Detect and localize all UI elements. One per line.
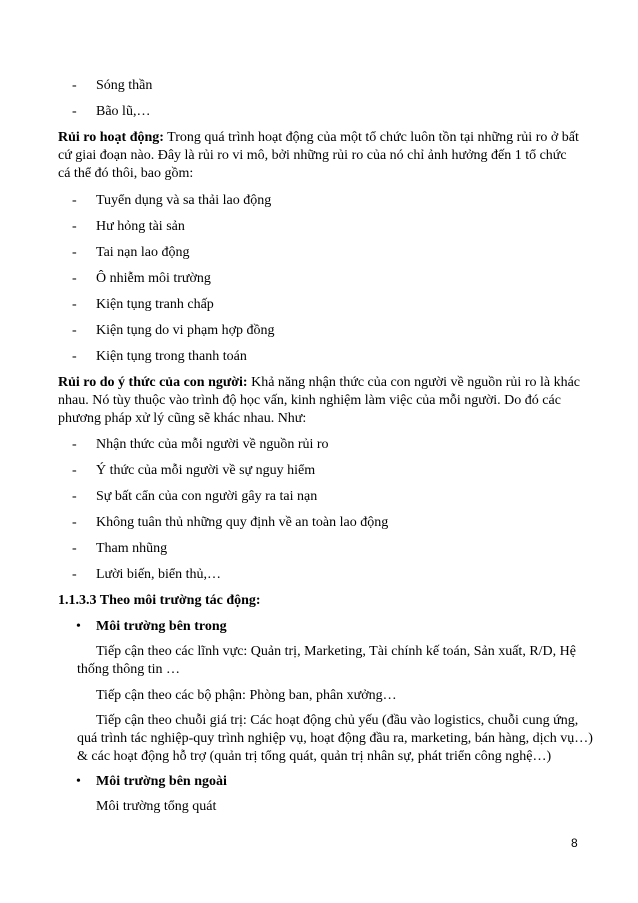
paragraph-line: Tiếp cận theo chuỗi giá trị: Các hoạt động chủ yếu (đầu vào logistics, chuỗi cung ứng,: [96, 713, 579, 728]
dash-marker: -: [72, 489, 77, 504]
paragraph-line: Tiếp cận theo các bộ phận: Phòng ban, phân xưởng…: [96, 688, 397, 703]
list-item: Bão lũ,…: [96, 104, 151, 119]
bullet-marker: •: [76, 774, 81, 789]
list-item: Ô nhiễm môi trường: [96, 271, 211, 286]
list-item: Sóng thần: [96, 78, 153, 93]
list-item: Không tuân thủ những quy định về an toàn lao động: [96, 515, 389, 530]
paragraph-line: [58, 129, 579, 147]
paragraph-line: Môi trường tổng quát: [96, 799, 217, 814]
dash-marker: -: [72, 297, 77, 312]
list-item: Kiện tụng tranh chấp: [96, 297, 214, 312]
dash-marker: -: [72, 104, 77, 119]
paragraph-text: Khả năng nhận thức của con người về nguồn rủi ro là khác: [247, 375, 581, 390]
paragraph-line: quá trình tác nghiệp-quy trình nghiệp vụ, hoạt động đầu ra, marketing, bán hàng, dịch vụ…): [77, 731, 593, 746]
dash-marker: -: [72, 437, 77, 452]
list-item: Ý thức của mỗi người về sự nguy hiểm: [96, 463, 316, 478]
paragraph-line: phương pháp xử lý cũng sẽ khác nhau. Như:: [58, 411, 307, 426]
page-number: 8: [571, 836, 578, 850]
list-item: Sự bất cẩn của con người gây ra tai nạn: [96, 489, 318, 504]
list-item: Tuyển dụng và sa thải lao động: [96, 193, 272, 208]
paragraph-line: & các hoạt động hỗ trợ (quản trị tổng quát, quản trị nhân sự, phát triển công nghệ…): [77, 749, 552, 764]
bullet-item: Môi trường bên trong: [96, 619, 227, 634]
dash-marker: -: [72, 219, 77, 234]
paragraph-line: Tiếp cận theo các lĩnh vực: Quản trị, Marketing, Tài chính kế toán, Sản xuất, R/D, Hệ: [96, 644, 576, 659]
list-item: Tai nạn lao động: [96, 245, 190, 260]
list-item: Nhận thức của mỗi người về nguồn rủi ro: [96, 437, 329, 452]
paragraph-line: cá thể đó thôi, bao gồm:: [58, 166, 194, 181]
dash-marker: -: [72, 78, 77, 93]
paragraph-text: Trong quá trình hoạt động của một tổ chức luôn tồn tại những rủi ro ở bất: [163, 130, 579, 145]
dash-marker: -: [72, 193, 77, 208]
paragraph-line: [58, 374, 580, 392]
paragraph-lead: Rủi ro do ý thức của con người:: [58, 375, 248, 390]
dash-marker: -: [72, 245, 77, 260]
paragraph-line: cứ giai đoạn nào. Đây là rủi ro vi mô, bởi những rủi ro của nó chỉ ảnh hưởng đến 1 tổ chức: [58, 148, 567, 163]
dash-marker: -: [72, 271, 77, 286]
list-item: Kiện tụng trong thanh toán: [96, 349, 247, 364]
list-item: Kiện tụng do vi phạm hợp đồng: [96, 323, 275, 338]
list-item: Tham nhũng: [96, 541, 168, 556]
dash-marker: -: [72, 463, 77, 478]
list-item: Hư hỏng tài sản: [96, 219, 185, 234]
section-heading: 1.1.3.3 Theo môi trường tác động:: [58, 593, 261, 608]
dash-marker: -: [72, 541, 77, 556]
dash-marker: -: [72, 515, 77, 530]
dash-marker: -: [72, 323, 77, 338]
bullet-item: Môi trường bên ngoài: [96, 774, 227, 789]
paragraph-line: thống thông tin …: [77, 662, 181, 677]
list-item: Lười biến, biển thủ,…: [96, 567, 222, 582]
paragraph-line: nhau. Nó tùy thuộc vào trình độ học vấn, kinh nghiệm làm việc của mỗi người. Do đó các: [58, 393, 561, 408]
bullet-marker: •: [76, 619, 81, 634]
dash-marker: -: [72, 349, 77, 364]
paragraph-lead: Rủi ro hoạt động:: [58, 130, 164, 145]
dash-marker: -: [72, 567, 77, 582]
